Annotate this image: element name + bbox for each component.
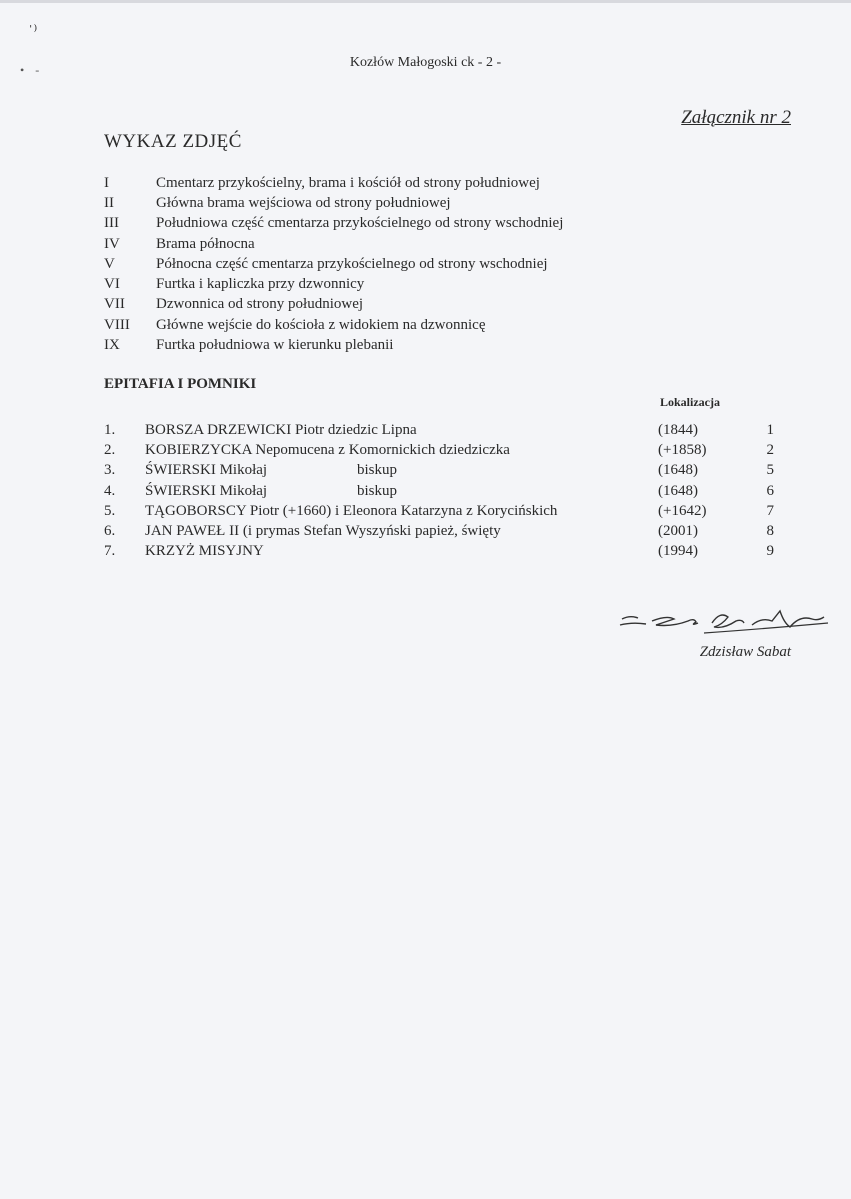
epitaph-number: 5. [104, 502, 116, 519]
epitaph-number: 4. [104, 482, 116, 499]
epitaph-row [104, 420, 774, 440]
epitaph-row [104, 521, 774, 541]
photo-description: Główne wejście do kościoła z widokiem na dzwonnicę [156, 316, 486, 333]
epitaph-year: (+1642) [658, 502, 707, 519]
epitaph-row [104, 541, 774, 561]
epitaph-year: (1648) [658, 482, 698, 499]
photo-row [104, 173, 664, 193]
photo-number: VIII [104, 316, 130, 333]
epitaph-name: ŚWIERSKI Mikołaj [145, 482, 268, 499]
page-title: WYKAZ ZDJĘĆ [104, 131, 242, 152]
epitaph-name: JAN PAWEŁ II (i prymas Stefan Wyszyński papież, święty [145, 522, 501, 539]
scan-mark: ˈ⁾ [28, 23, 38, 40]
epitaph-role: biskup [357, 462, 398, 479]
epitaph-year: (1844) [658, 422, 698, 438]
photo-description: Północna część cmentarza przykościelnego od strony wschodniej [156, 255, 548, 272]
photo-description: Cmentarz przykościelny, brama i kościół od strony południowej [156, 174, 540, 191]
epitaph-row [104, 460, 774, 480]
photo-number: IV [104, 235, 120, 252]
epitaph-number: 3. [104, 462, 116, 479]
epitaph-location: 1 [766, 422, 774, 438]
epitaph-location: 2 [766, 442, 774, 459]
photo-description: Dzwonnica od strony południowej [156, 296, 364, 313]
photo-row [104, 295, 664, 315]
signer-name: Zdzisław Sabat [699, 644, 791, 660]
epitaph-location: 8 [766, 522, 774, 539]
scan-dots: • - [20, 63, 44, 77]
epitaph-name: BORSZA DRZEWICKI Piotr dziedzic Lipna [145, 422, 417, 438]
epitaph-row [104, 501, 774, 521]
epitaph-year: (1994) [658, 543, 698, 560]
photo-row [104, 335, 664, 355]
epitaph-location: 6 [766, 482, 774, 499]
photo-description: Furtka i kapliczka przy dzwonnicy [156, 276, 365, 293]
epitaph-number: 1. [104, 422, 116, 438]
handwritten-signature [612, 603, 832, 643]
epitaph-role: biskup [357, 482, 398, 499]
photo-number: V [104, 255, 115, 272]
photo-description: Furtka południowa w kierunku plebanii [156, 337, 394, 354]
photo-number: VII [104, 296, 125, 313]
photo-row [104, 214, 664, 234]
photo-number: I [104, 174, 109, 191]
photo-list [104, 173, 664, 356]
photo-description: Południowa część cmentarza przykościelnego od strony wschodniej [156, 215, 564, 232]
epitaph-name: ŚWIERSKI Mikołaj [145, 462, 268, 479]
photo-row [104, 234, 664, 254]
epitaph-row [104, 481, 774, 501]
epitaph-year: (1648) [658, 462, 698, 479]
epitaph-number: 6. [104, 522, 116, 539]
photo-row [104, 254, 664, 274]
epitaph-year: (+1858) [658, 442, 707, 459]
photo-description: Brama północna [156, 235, 255, 252]
annex-label: Załącznik nr 2 [681, 107, 791, 128]
photo-number: II [104, 194, 114, 211]
photo-description: Główna brama wejściowa od strony południowej [156, 194, 451, 211]
epitaph-row [104, 440, 774, 460]
photo-number: VI [104, 276, 120, 293]
epitaph-list [104, 420, 774, 561]
epitaph-name: KRZYŻ MISYJNY [145, 543, 264, 560]
photo-number: IX [104, 337, 120, 354]
page-header: Kozłów Małogoski ck - 2 - [349, 55, 502, 70]
epitaph-number: 2. [104, 442, 116, 459]
epitaph-name: TĄGOBORSCY Piotr (+1660) i Eleonora Katarzyna z Korycińskich [145, 502, 558, 519]
location-header: Lokalizacja [660, 395, 720, 409]
epitaph-location: 9 [766, 543, 774, 560]
photo-row [104, 193, 664, 213]
epitaphs-title: EPITAFIA I POMNIKI [104, 376, 257, 392]
epitaph-number: 7. [104, 543, 116, 560]
photo-row [104, 274, 664, 294]
epitaph-location: 7 [766, 502, 774, 519]
epitaph-year: (2001) [658, 522, 698, 539]
epitaph-name: KOBIERZYCKA Nepomucena z Komornickich dziedziczka [145, 442, 510, 459]
epitaph-location: 5 [766, 462, 774, 479]
photo-number: III [104, 215, 119, 232]
photo-row [104, 315, 664, 335]
